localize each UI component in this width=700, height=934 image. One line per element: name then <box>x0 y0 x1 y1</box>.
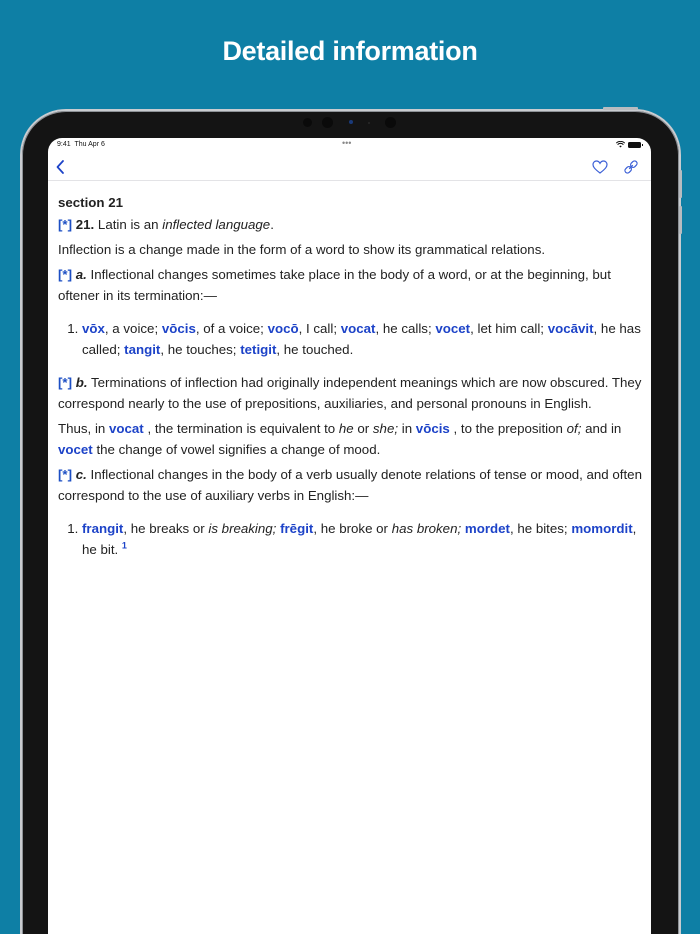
sensor-dot <box>385 117 396 128</box>
paragraph-label: a. <box>75 267 87 282</box>
footnote-link[interactable]: 1 <box>121 540 127 551</box>
link-icon <box>622 158 640 176</box>
star-marker-link[interactable]: [*] <box>58 375 73 390</box>
section-title: section 21 <box>58 195 124 210</box>
latin-word-link[interactable]: vocāvit <box>547 321 594 336</box>
latin-word-link[interactable]: vocat <box>109 421 144 436</box>
latin-word-link[interactable]: momordit <box>571 521 633 536</box>
camera-bar <box>300 116 400 130</box>
article-content <box>58 192 643 572</box>
example-list-c <box>58 518 643 560</box>
volume-down-button <box>679 206 682 234</box>
paragraph-label: c. <box>75 467 87 482</box>
battery-icon <box>628 142 641 148</box>
paragraph-c: [*] c. Inflectional changes in the body of a verb usually denote relations of tense or mood, and often correspond to the use of auxiliary verbs in English:— <box>58 467 642 503</box>
promo-headline: Detailed information <box>222 36 478 66</box>
share-link-button[interactable] <box>622 158 640 176</box>
list-item: 1. frangit, he breaks or is breaking; frēgit, he broke or has broken; mordet, he bites; momordit, he bit. $^1$ <box>82 518 643 560</box>
latin-word-link[interactable]: vōx <box>82 321 105 336</box>
star-marker-link[interactable]: [*] <box>58 467 73 482</box>
paragraph-thus: Thus, in vocat , the termination is equivalent to he or she; in vōcis , to the preposition of; and in vocet the change of vowel signifies a change of mood. <box>58 421 622 457</box>
wifi-icon <box>616 141 625 148</box>
latin-word-link[interactable]: vocō <box>267 321 299 336</box>
paragraph-number: 21. <box>75 217 95 232</box>
latin-word-link[interactable]: vocat <box>340 321 376 336</box>
example-list-a <box>58 318 643 360</box>
favorite-button[interactable] <box>591 158 609 176</box>
latin-word-link[interactable]: vōcis <box>161 321 196 336</box>
back-button[interactable] <box>52 158 70 176</box>
latin-word-link[interactable]: vōcis <box>415 421 450 436</box>
sensor-dot <box>322 117 333 128</box>
star-marker-link[interactable]: [*] <box>58 217 73 232</box>
navigation-bar <box>48 152 651 181</box>
paragraph-inflection: Inflection is a change made in the form of a word to show its grammatical relations. <box>58 242 546 257</box>
sensor-dot <box>303 118 312 127</box>
latin-word-link[interactable]: vocet <box>58 442 93 457</box>
volume-up-button <box>679 170 682 198</box>
latin-word-link[interactable]: mordet <box>464 521 510 536</box>
latin-word-link[interactable]: tetigit <box>240 342 277 357</box>
status-bar <box>48 138 651 152</box>
status-indicators <box>616 141 641 148</box>
multitask-dots[interactable]: ••• <box>342 138 352 148</box>
latin-word-link[interactable]: frangit <box>82 521 124 536</box>
latin-word-link[interactable]: vocet <box>435 321 471 336</box>
app-screen <box>48 138 651 934</box>
chevron-left-icon <box>52 158 70 176</box>
sensor-dot <box>368 122 370 124</box>
list-item: 1. vōx, a voice; vōcis, of a voice; vocō, I call; vocat, he calls; vocet, let him call; vocāvit, he has called; tangit, he touches; tetigit, he touched. <box>82 318 643 360</box>
camera-lens <box>349 120 353 124</box>
heart-icon <box>591 158 609 176</box>
latin-word-link[interactable]: tangit <box>124 342 161 357</box>
paragraph-21: [*] 21. Latin is an inflected language. <box>58 217 274 232</box>
paragraph-a: [*] a. Inflectional changes sometimes take place in the body of a word, or at the beginning, but oftener in its termination:— <box>58 267 611 303</box>
paragraph-label: b. <box>75 375 88 390</box>
status-time: 9:41 Thu Apr 6 <box>57 141 105 148</box>
paragraph-b: [*] b. Terminations of inflection had originally independent meanings which are now obscured. They correspond nearly to the use of prepositions, auxiliaries, and personal pronouns in English. <box>58 375 642 411</box>
top-button <box>603 107 638 110</box>
star-marker-link[interactable]: [*] <box>58 267 73 282</box>
latin-word-link[interactable]: frēgit <box>280 521 314 536</box>
